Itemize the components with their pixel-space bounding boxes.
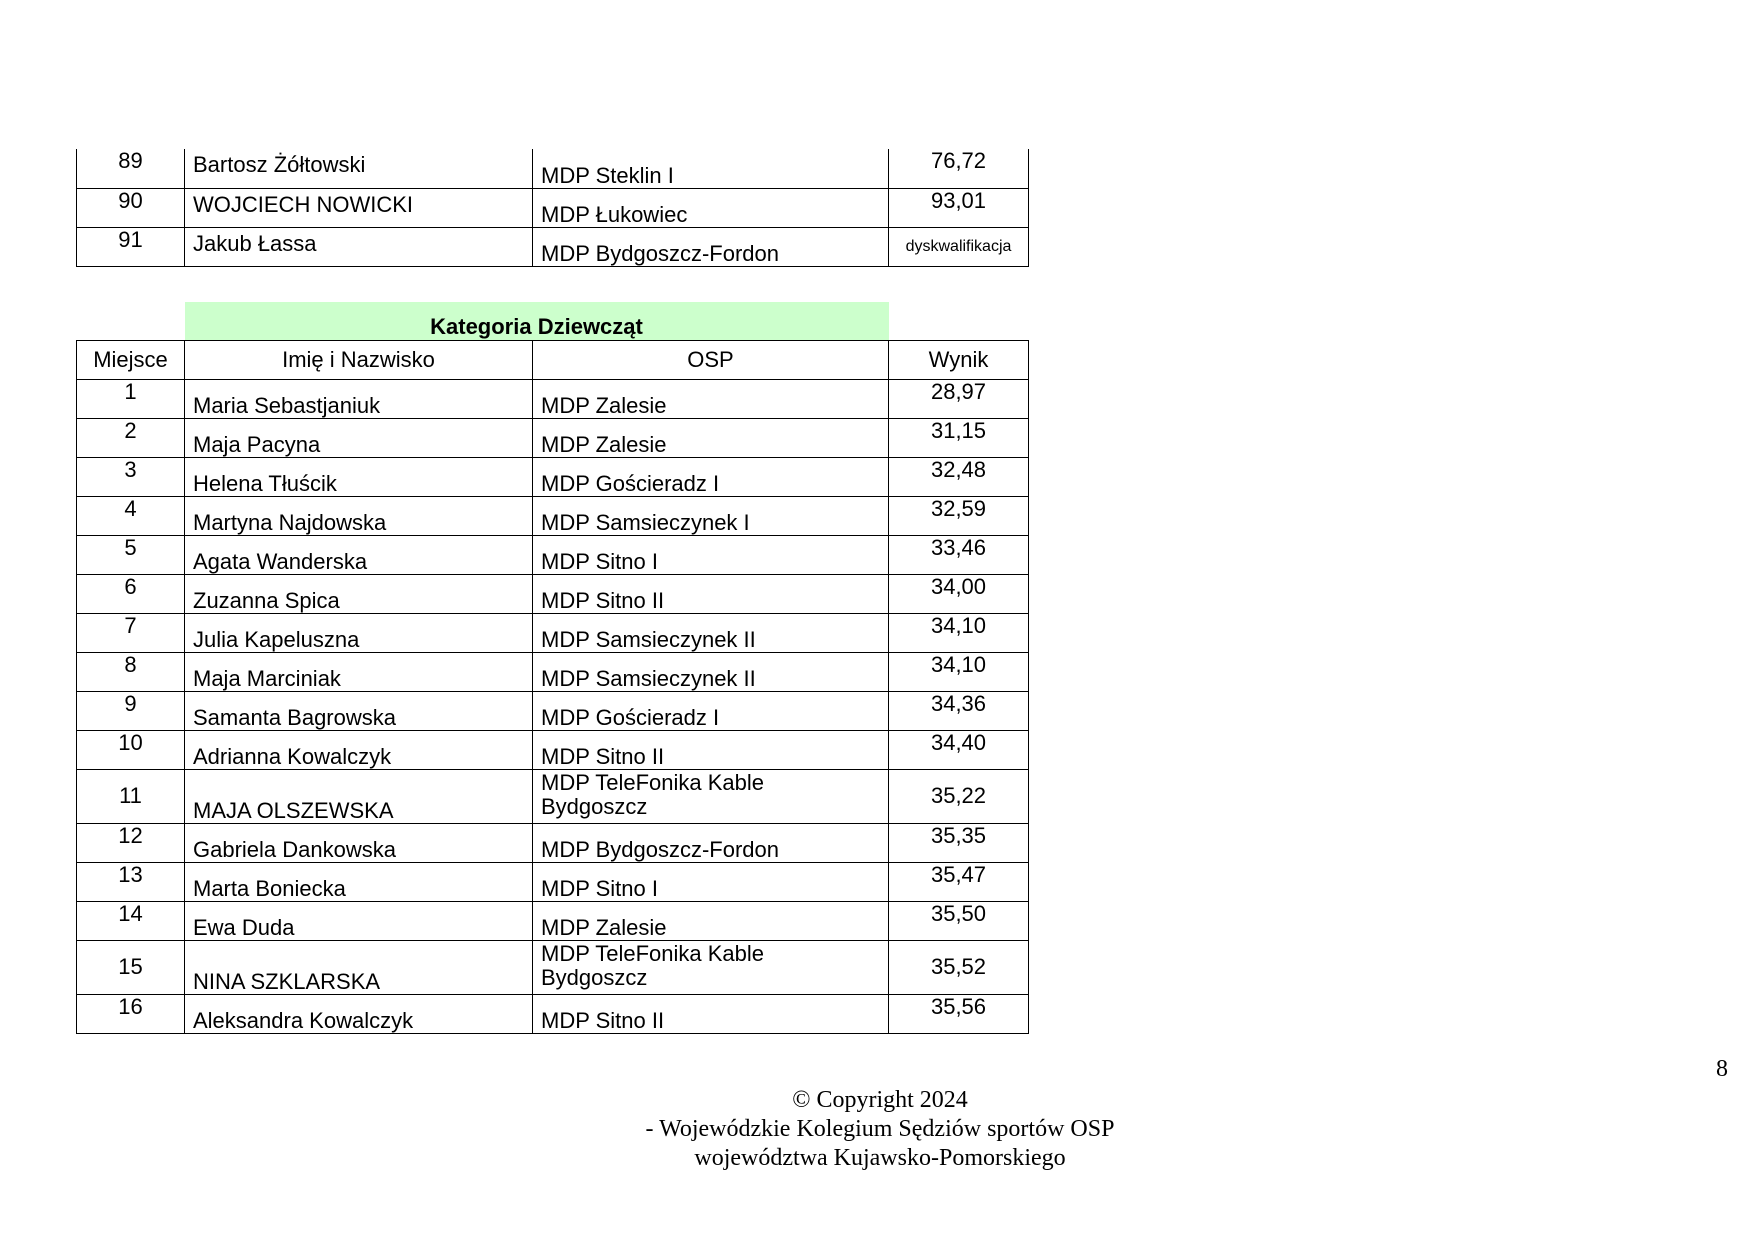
header-osp: OSP <box>533 340 889 379</box>
osp-cell: MDP Sitno II <box>533 730 889 769</box>
table-row <box>77 418 1029 457</box>
table-row <box>77 227 1029 266</box>
osp-cell <box>533 769 889 823</box>
table-row <box>77 940 1029 994</box>
name-cell: MAJA OLSZEWSKA <box>185 769 533 823</box>
result-cell: 35,35 <box>889 823 1029 862</box>
result-cell: 35,50 <box>889 901 1029 940</box>
table-row <box>77 574 1029 613</box>
place-cell: 3 <box>77 457 185 496</box>
place-cell: 9 <box>77 691 185 730</box>
result-cell: 34,36 <box>889 691 1029 730</box>
footer <box>560 1086 1200 1173</box>
table-row <box>77 613 1029 652</box>
table-row <box>77 691 1029 730</box>
result-cell: 33,46 <box>889 535 1029 574</box>
osp-cell: MDP Samsieczynek I <box>533 496 889 535</box>
osp-cell: MDP Samsieczynek II <box>533 613 889 652</box>
name-cell: Helena Tłuścik <box>185 457 533 496</box>
osp-cell: MDP Zalesie <box>533 418 889 457</box>
place-cell: 12 <box>77 823 185 862</box>
page-number: 8 <box>1716 1056 1728 1082</box>
name-cell: Julia Kapeluszna <box>185 613 533 652</box>
osp-cell: MDP Łukowiec <box>533 188 889 227</box>
osp-cell: MDP Bydgoszcz-Fordon <box>533 823 889 862</box>
name-cell: Maja Pacyna <box>185 418 533 457</box>
osp-cell: MDP Steklin I <box>533 149 889 188</box>
category-title: Kategoria Dziewcząt <box>185 302 889 340</box>
result-cell: 32,48 <box>889 457 1029 496</box>
header-name: Imię i Nazwisko <box>185 340 533 379</box>
result-cell: 34,00 <box>889 574 1029 613</box>
table-row <box>77 496 1029 535</box>
table-row <box>77 652 1029 691</box>
name-cell: Adrianna Kowalczyk <box>185 730 533 769</box>
result-cell: 32,59 <box>889 496 1029 535</box>
header-row <box>77 340 1029 379</box>
place-cell: 8 <box>77 652 185 691</box>
name-cell: Agata Wanderska <box>185 535 533 574</box>
name-cell: Martyna Najdowska <box>185 496 533 535</box>
name-cell: Maja Marciniak <box>185 652 533 691</box>
footer-copyright: © Copyright 2024 <box>792 1087 968 1113</box>
table-row <box>77 379 1029 418</box>
result-cell: 34,10 <box>889 613 1029 652</box>
result-cell: 34,40 <box>889 730 1029 769</box>
table-row <box>77 457 1029 496</box>
table-row <box>77 901 1029 940</box>
table-row <box>77 188 1029 227</box>
results-table-continued <box>76 149 1029 267</box>
header-result: Wynik <box>889 340 1029 379</box>
place-cell: 7 <box>77 613 185 652</box>
table-row <box>77 535 1029 574</box>
place-cell: 90 <box>77 188 185 227</box>
place-cell: 89 <box>77 149 185 188</box>
osp-cell: MDP Samsieczynek II <box>533 652 889 691</box>
place-cell: 13 <box>77 862 185 901</box>
place-cell: 2 <box>77 418 185 457</box>
blank-cell <box>77 302 185 340</box>
name-cell: Marta Boniecka <box>185 862 533 901</box>
blank-cell <box>889 302 1029 340</box>
result-cell: dyskwalifikacja <box>889 227 1029 266</box>
result-cell: 35,47 <box>889 862 1029 901</box>
result-cell: 28,97 <box>889 379 1029 418</box>
result-cell: 31,15 <box>889 418 1029 457</box>
name-cell: Jakub Łassa <box>185 227 533 266</box>
osp-cell: MDP Gościeradz I <box>533 691 889 730</box>
osp-line: Bydgoszcz <box>541 793 648 819</box>
footer-organization: - Wojewódzkie Kolegium Sędziów sportów OSP <box>645 1116 1115 1142</box>
result-cell: 76,72 <box>889 149 1029 188</box>
place-cell: 6 <box>77 574 185 613</box>
table-row <box>77 730 1029 769</box>
table-row <box>77 769 1029 823</box>
table-row <box>77 149 1029 188</box>
result-cell: 35,52 <box>889 940 1029 994</box>
osp-line: MDP TeleFonika Kable <box>541 769 764 795</box>
osp-cell: MDP Bydgoszcz-Fordon <box>533 227 889 266</box>
header-place: Miejsce <box>77 340 185 379</box>
place-cell: 16 <box>77 994 185 1033</box>
place-cell: 1 <box>77 379 185 418</box>
footer-region: województwa Kujawsko-Pomorskiego <box>694 1145 1066 1171</box>
place-cell: 14 <box>77 901 185 940</box>
osp-cell <box>533 940 889 994</box>
name-cell: Ewa Duda <box>185 901 533 940</box>
osp-line: MDP TeleFonika Kable <box>541 940 764 966</box>
result-cell: 93,01 <box>889 188 1029 227</box>
osp-cell: MDP Sitno I <box>533 862 889 901</box>
place-cell: 91 <box>77 227 185 266</box>
result-cell: 35,22 <box>889 769 1029 823</box>
osp-cell: MDP Sitno I <box>533 535 889 574</box>
table-row <box>77 823 1029 862</box>
name-cell: Bartosz Żółtowski <box>185 149 533 188</box>
osp-line: Bydgoszcz <box>541 964 648 990</box>
girls-results-table <box>76 302 1029 1034</box>
osp-cell: MDP Zalesie <box>533 379 889 418</box>
place-cell: 10 <box>77 730 185 769</box>
name-cell: Samanta Bagrowska <box>185 691 533 730</box>
name-cell: NINA SZKLARSKA <box>185 940 533 994</box>
name-cell: Zuzanna Spica <box>185 574 533 613</box>
table-row <box>77 994 1029 1033</box>
result-cell: 34,10 <box>889 652 1029 691</box>
result-cell: 35,56 <box>889 994 1029 1033</box>
place-cell: 5 <box>77 535 185 574</box>
table-row <box>77 862 1029 901</box>
place-cell: 15 <box>77 940 185 994</box>
osp-cell: MDP Gościeradz I <box>533 457 889 496</box>
name-cell: Maria Sebastjaniuk <box>185 379 533 418</box>
osp-cell: MDP Sitno II <box>533 994 889 1033</box>
name-cell: Gabriela Dankowska <box>185 823 533 862</box>
name-cell: WOJCIECH NOWICKI <box>185 188 533 227</box>
place-cell: 4 <box>77 496 185 535</box>
place-cell: 11 <box>77 769 185 823</box>
osp-cell: MDP Zalesie <box>533 901 889 940</box>
category-row <box>77 302 1029 340</box>
osp-cell: MDP Sitno II <box>533 574 889 613</box>
name-cell: Aleksandra Kowalczyk <box>185 994 533 1033</box>
